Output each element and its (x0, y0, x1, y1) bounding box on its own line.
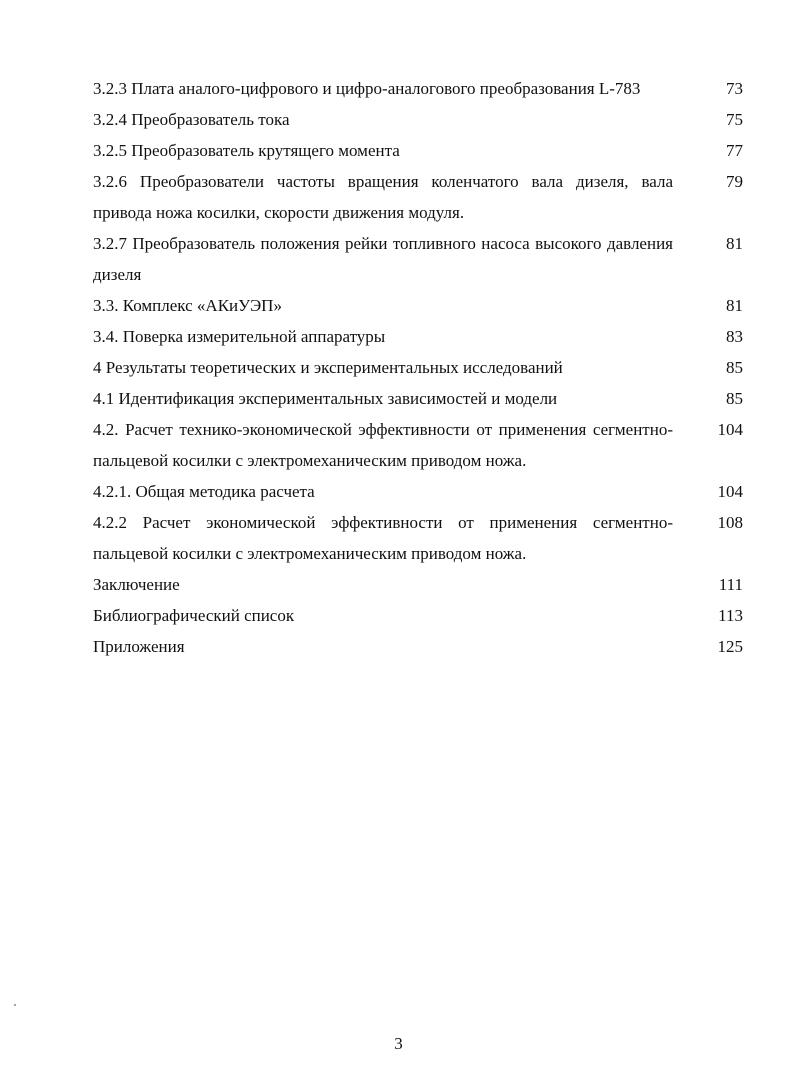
toc-entry (93, 321, 743, 352)
toc-entry-title: 4 Результаты теоретических и экспериментальных исследований (93, 358, 563, 377)
toc-entry-page: 108 (717, 513, 743, 532)
toc-entry-page: 104 (717, 482, 743, 501)
toc-entry (93, 290, 743, 321)
toc-entry (93, 476, 743, 507)
toc-entry (93, 383, 743, 414)
toc-entry-title: 3.2.7 Преобразователь положения рейки топливного насоса высокого давления дизеля (93, 234, 673, 284)
toc-entry-title: 3.4. Поверка измерительной аппаратуры (93, 327, 386, 346)
toc-entry-page: 79 (726, 172, 743, 191)
toc-entry-title: Заключение (93, 575, 180, 594)
toc-entry-title: Приложения (93, 637, 185, 656)
toc-entry (93, 228, 743, 290)
toc-entry-title: 3.2.4 Преобразователь тока (93, 110, 290, 129)
page-number: 3 (394, 1034, 403, 1053)
toc-entry-page: 85 (726, 358, 743, 377)
toc-entry (93, 631, 743, 662)
toc-entry (93, 135, 743, 166)
toc-entry-page: 81 (726, 234, 743, 253)
table-of-contents (93, 73, 743, 662)
toc-entry-title: 3.2.3 Плата аналого-цифрового и цифро-аналогового преобразования L-783 (93, 79, 641, 98)
toc-entry (93, 569, 743, 600)
toc-entry-title: 4.2. Расчет технико-экономической эффективности от применения сегментно-пальцевой косилки с электромеханическим приводом ножа. (93, 420, 673, 470)
toc-entry-title: 4.2.2 Расчет экономической эффективности от применения сегментно-пальцевой косилки с электромеханическим приводом ножа. (93, 513, 673, 563)
toc-entry (93, 352, 743, 383)
toc-entry-page: 111 (718, 575, 743, 594)
toc-entry (93, 507, 743, 569)
toc-entry-page: 83 (726, 327, 743, 346)
toc-entry-page: 77 (726, 141, 743, 160)
toc-entry-title: 3.2.5 Преобразователь крутящего момента (93, 141, 400, 160)
toc-entry-page: 104 (717, 420, 743, 439)
toc-entry (93, 414, 743, 476)
toc-entry-page: 113 (718, 606, 743, 625)
toc-entry-title: Библиографический список (93, 606, 295, 625)
toc-entry-page: 81 (726, 296, 743, 315)
toc-entry-title: 4.2.1. Общая методика расчета (93, 482, 315, 501)
toc-entry (93, 73, 743, 104)
toc-entry-page: 85 (726, 389, 743, 408)
toc-entry (93, 104, 743, 135)
toc-entry-page: 125 (717, 637, 743, 656)
toc-entry (93, 166, 743, 228)
toc-entry-page: 75 (726, 110, 743, 129)
toc-entry-page: 73 (726, 79, 743, 98)
toc-entry-title: 3.2.6 Преобразователи частоты вращения коленчатого вала дизеля, вала привода ножа косилки, скорости движения модуля. (93, 172, 673, 222)
scan-speck (14, 1004, 16, 1006)
toc-entry (93, 600, 743, 631)
toc-entry-title: 4.1 Идентификация экспериментальных зависимостей и модели (93, 389, 558, 408)
toc-entry-title: 3.3. Комплекс «АКиУЭП» (93, 296, 282, 315)
